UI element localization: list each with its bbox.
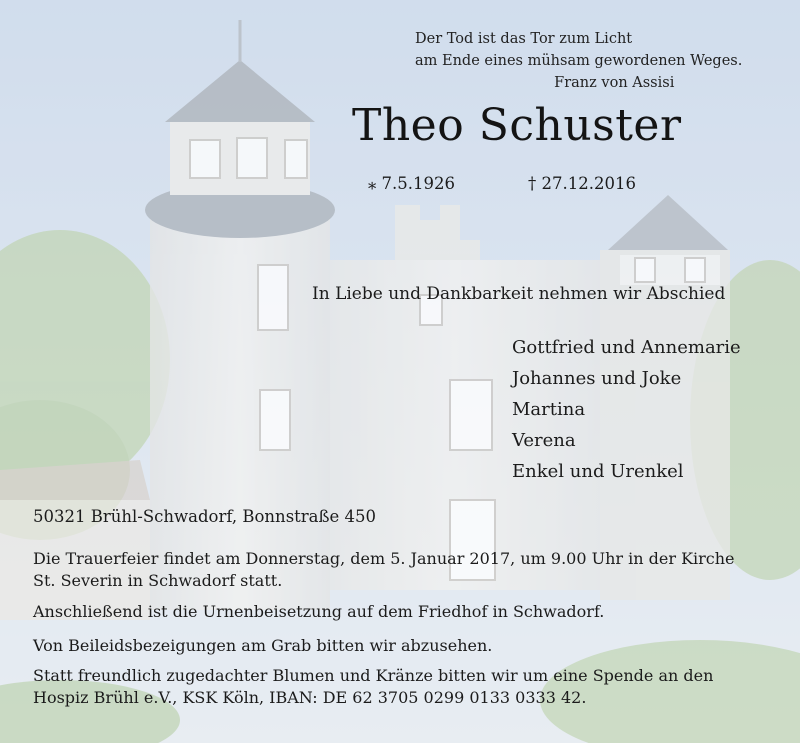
memorial-quote <box>415 28 742 94</box>
urn-burial-notice: Anschließend ist die Urnenbeisetzung auf dem Friedhof in Schwadorf. <box>33 602 605 621</box>
mourners-list <box>512 332 741 487</box>
mourner-entry: Johannes und Joke <box>512 368 682 389</box>
condolence-notice: Von Beileidsbezeigungen am Grab bitten wir abzusehen. <box>33 636 493 655</box>
mourner-entry: Martina <box>512 399 586 420</box>
mourner-entry: Gottfried und Annemarie <box>512 337 741 358</box>
quote-line-1: Der Tod ist das Tor zum Licht <box>415 31 633 47</box>
farewell-line: In Liebe und Dankbarkeit nehmen wir Abschied <box>312 284 726 304</box>
quote-author: Franz von Assisi <box>554 75 675 91</box>
funeral-line-1: Die Trauerfeier findet am Donnerstag, dem 5. Januar 2017, um 9.00 Uhr in der Kirche <box>33 549 735 568</box>
mourner-entry: Enkel und Urenkel <box>512 461 684 482</box>
donation-notice <box>33 665 713 709</box>
deceased-name: Theo Schuster <box>352 100 682 151</box>
family-address: 50321 Brühl-Schwadorf, Bonnstraße 450 <box>33 507 377 526</box>
death-date: † 27.12.2016 <box>528 174 636 193</box>
funeral-line-2: St. Severin in Schwadorf statt. <box>33 571 283 590</box>
donation-line-2: Hospiz Brühl e.V., KSK Köln, IBAN: DE 62 3705 0299 0133 0333 42. <box>33 688 587 707</box>
mourner-entry: Verena <box>512 430 576 451</box>
birth-date: ⁎ 7.5.1926 <box>368 174 455 193</box>
donation-line-1: Statt freundlich zugedachter Blumen und Kränze bitten wir um eine Spende an den <box>33 666 714 685</box>
funeral-service-notice <box>33 548 735 592</box>
quote-line-2: am Ende eines mühsam gewordenen Weges. <box>415 53 743 69</box>
